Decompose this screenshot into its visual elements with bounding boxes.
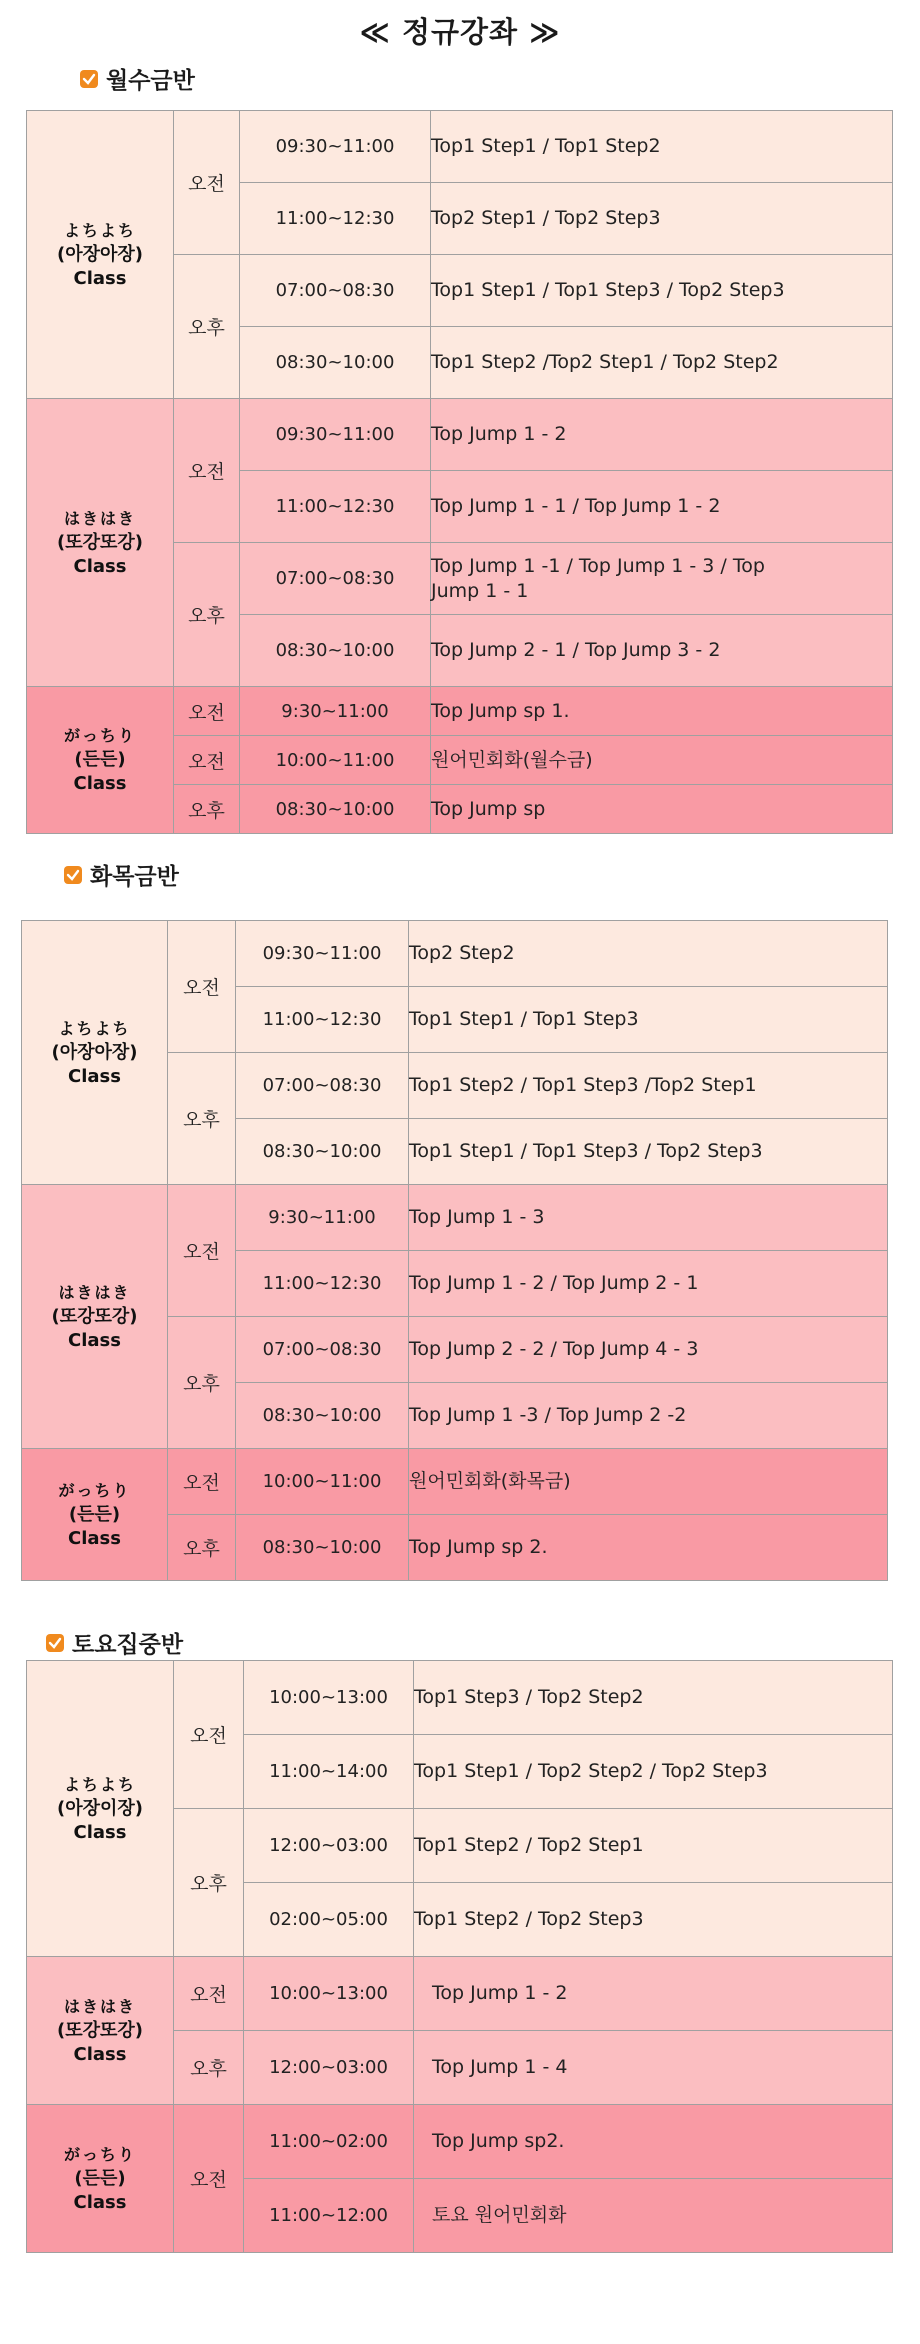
period-cell: 오전 <box>168 1185 236 1317</box>
time-cell: 10:00~13:00 <box>244 1661 414 1735</box>
time-cell: 9:30~11:00 <box>236 1185 409 1251</box>
class-cell: よちよち (아장아장) Class <box>22 921 168 1185</box>
course-cell: Top1 Step1 / Top2 Step2 / Top2 Step3 <box>414 1735 893 1809</box>
section-header-saturday <box>46 1626 183 1659</box>
period-cell: 오후 <box>174 543 240 687</box>
time-cell: 07:00~08:30 <box>240 255 431 327</box>
class-cell: がっちり (든든) Class <box>27 687 174 834</box>
time-cell: 9:30~11:00 <box>240 687 431 736</box>
course-cell: Top Jump 2 - 2 / Top Jump 4 - 3 <box>409 1317 888 1383</box>
period-cell: 오전 <box>174 1957 244 2031</box>
time-cell: 08:30~10:00 <box>240 615 431 687</box>
checkbox-icon <box>80 70 98 88</box>
course-cell: Top1 Step2 /Top2 Step1 / Top2 Step2 <box>431 327 893 399</box>
time-cell: 08:30~10:00 <box>236 1383 409 1449</box>
period-cell: 오후 <box>174 2031 244 2105</box>
section-header-mwf <box>80 62 195 95</box>
class-cell: よちよち (아장이장) Class <box>27 1661 174 1957</box>
course-cell: Top Jump 1 - 2 / Top Jump 2 - 1 <box>409 1251 888 1317</box>
course-cell: Top Jump 1 - 2 <box>431 399 893 471</box>
time-cell: 02:00~05:00 <box>244 1883 414 1957</box>
table-row <box>27 399 893 471</box>
time-cell: 09:30~11:00 <box>240 111 431 183</box>
course-cell: Top1 Step1 / Top1 Step3 / Top2 Step3 <box>431 255 893 327</box>
course-cell: Top2 Step2 <box>409 921 888 987</box>
table-row <box>27 1957 893 2031</box>
table-row <box>27 2105 893 2179</box>
class-cell: がっちり (든든) Class <box>27 2105 174 2253</box>
time-cell: 10:00~13:00 <box>244 1957 414 2031</box>
time-cell: 07:00~08:30 <box>236 1053 409 1119</box>
time-cell: 11:00~02:00 <box>244 2105 414 2179</box>
period-cell: 오전 <box>174 2105 244 2253</box>
course-cell: Top Jump 1 -1 / Top Jump 1 - 3 / Top Jump 1 - 1 <box>431 543 893 615</box>
course-cell: Top1 Step1 / Top1 Step3 / Top2 Step3 <box>409 1119 888 1185</box>
course-cell: 토요 원어민회화 <box>414 2179 893 2253</box>
course-cell: Top1 Step1 / Top1 Step3 <box>409 987 888 1053</box>
course-cell: Top2 Step1 / Top2 Step3 <box>431 183 893 255</box>
time-cell: 12:00~03:00 <box>244 1809 414 1883</box>
table-row <box>22 921 888 987</box>
checkbox-icon <box>46 1634 64 1652</box>
table-row <box>27 1661 893 1735</box>
class-cell: はきはき (또강또강) Class <box>27 1957 174 2105</box>
time-cell: 08:30~10:00 <box>240 785 431 834</box>
time-cell: 10:00~11:00 <box>236 1449 409 1515</box>
page-title: ≪ 정규강좌 ≫ <box>359 15 561 49</box>
time-cell: 07:00~08:30 <box>240 543 431 615</box>
time-cell: 08:30~10:00 <box>236 1119 409 1185</box>
time-cell: 09:30~11:00 <box>236 921 409 987</box>
class-cell: はきはき (또강또강) Class <box>22 1185 168 1449</box>
table-row <box>27 111 893 183</box>
period-cell: 오후 <box>174 1809 244 1957</box>
time-cell: 08:30~10:00 <box>240 327 431 399</box>
section-title: 월수금반 <box>106 68 195 94</box>
course-cell: Top1 Step2 / Top2 Step3 <box>414 1883 893 1957</box>
course-cell: Top Jump sp 1. <box>431 687 893 736</box>
time-cell: 11:00~12:00 <box>244 2179 414 2253</box>
time-cell: 07:00~08:30 <box>236 1317 409 1383</box>
period-cell: 오후 <box>174 785 240 834</box>
time-cell: 11:00~12:30 <box>240 183 431 255</box>
course-cell: Top1 Step1 / Top1 Step2 <box>431 111 893 183</box>
course-cell: Top1 Step3 / Top2 Step2 <box>414 1661 893 1735</box>
period-cell: 오전 <box>174 736 240 785</box>
time-cell: 11:00~12:30 <box>236 1251 409 1317</box>
course-cell: Top Jump 2 - 1 / Top Jump 3 - 2 <box>431 615 893 687</box>
table-row <box>22 1185 888 1251</box>
period-cell: 오후 <box>168 1317 236 1449</box>
course-cell: Top Jump 1 - 4 <box>414 2031 893 2105</box>
schedule-table-mwf <box>26 110 893 834</box>
course-cell: Top Jump 1 - 1 / Top Jump 1 - 2 <box>431 471 893 543</box>
course-cell: Top Jump 1 -3 / Top Jump 2 -2 <box>409 1383 888 1449</box>
period-cell: 오전 <box>168 921 236 1053</box>
time-cell: 10:00~11:00 <box>240 736 431 785</box>
time-cell: 11:00~14:00 <box>244 1735 414 1809</box>
schedule-table-ttf <box>21 920 888 1581</box>
course-cell: 원어민회화(월수금) <box>431 736 893 785</box>
period-cell: 오전 <box>174 111 240 255</box>
course-cell: 원어민회화(화목금) <box>409 1449 888 1515</box>
period-cell: 오전 <box>174 399 240 543</box>
period-cell: 오전 <box>168 1449 236 1515</box>
section-title: 토요집중반 <box>72 1632 184 1658</box>
schedule-table-saturday <box>26 1660 893 2253</box>
course-cell: Top Jump sp2. <box>414 2105 893 2179</box>
time-cell: 08:30~10:00 <box>236 1515 409 1581</box>
period-cell: 오후 <box>168 1053 236 1185</box>
table-row <box>27 687 893 736</box>
time-cell: 11:00~12:30 <box>240 471 431 543</box>
time-cell: 12:00~03:00 <box>244 2031 414 2105</box>
time-cell: 11:00~12:30 <box>236 987 409 1053</box>
class-cell: よちよち (아장아장) Class <box>27 111 174 399</box>
period-cell: 오전 <box>174 1661 244 1809</box>
course-cell: Top1 Step2 / Top2 Step1 <box>414 1809 893 1883</box>
course-cell: Top Jump 1 - 3 <box>409 1185 888 1251</box>
time-cell: 09:30~11:00 <box>240 399 431 471</box>
course-cell: Top Jump 1 - 2 <box>414 1957 893 2031</box>
table-row <box>22 1449 888 1515</box>
period-cell: 오전 <box>174 687 240 736</box>
period-cell: 오후 <box>168 1515 236 1581</box>
checkbox-icon <box>64 866 82 884</box>
class-cell: はきはき (또강또강) Class <box>27 399 174 687</box>
course-cell: Top1 Step2 / Top1 Step3 /Top2 Step1 <box>409 1053 888 1119</box>
section-header-ttf <box>64 858 179 891</box>
class-cell: がっちり (든든) Class <box>22 1449 168 1581</box>
course-cell: Top Jump sp <box>431 785 893 834</box>
course-cell: Top Jump sp 2. <box>409 1515 888 1581</box>
period-cell: 오후 <box>174 255 240 399</box>
section-title: 화목금반 <box>90 864 179 890</box>
